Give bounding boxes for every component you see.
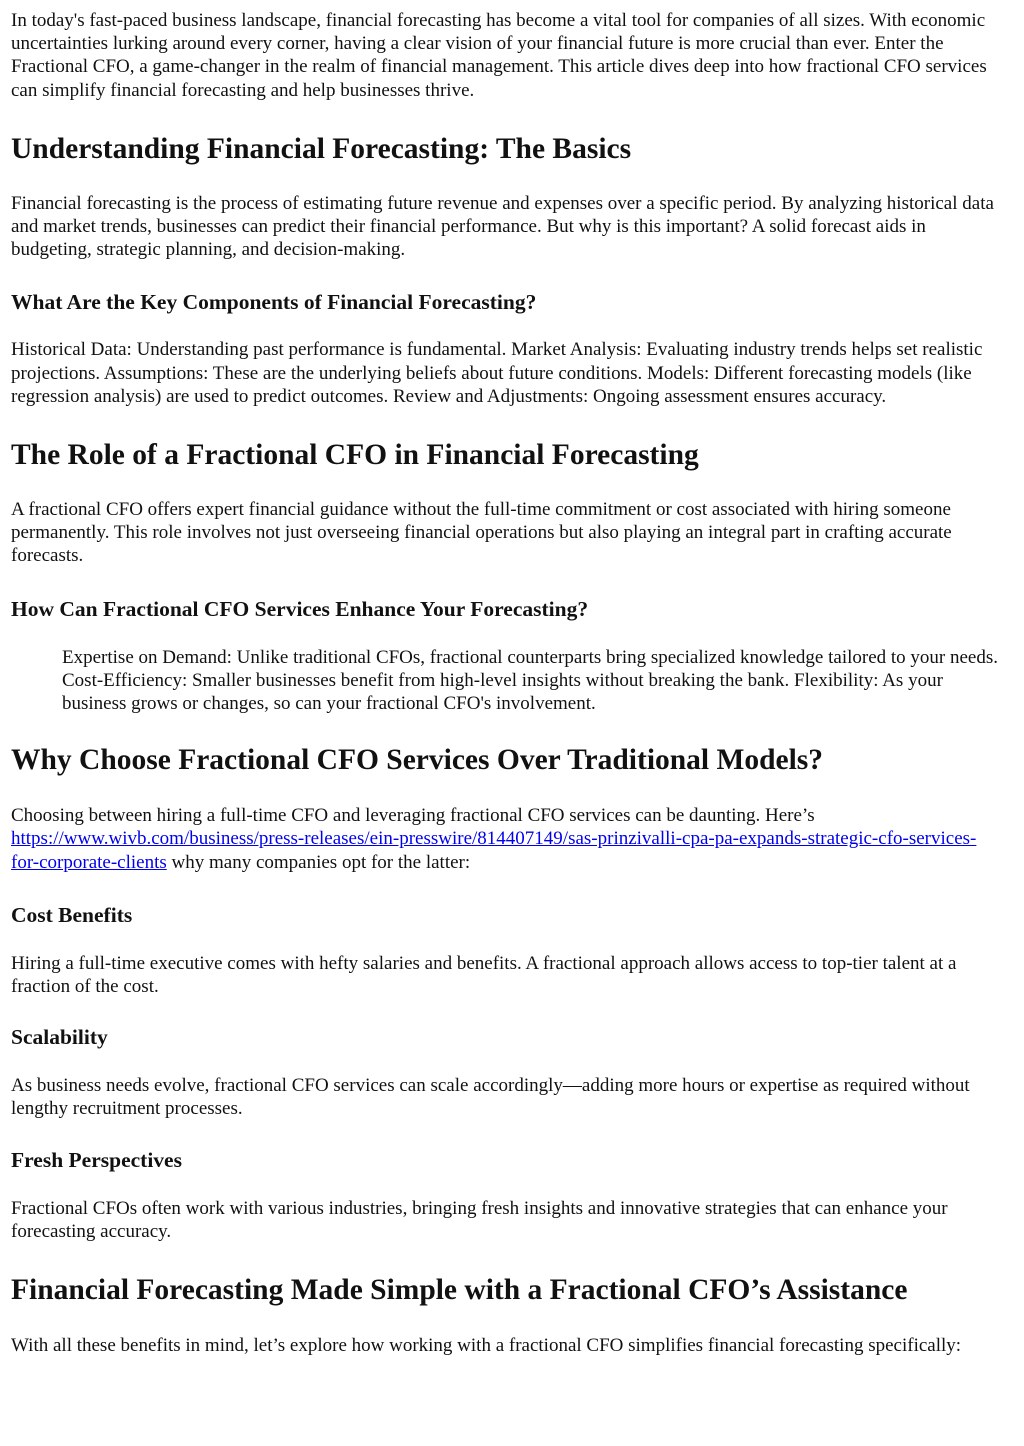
section-body-cost-benefits: Hiring a full-time executive comes with hefty salaries and benefits. A fractional approach allows access to top-tier talent at a fraction of the cost. xyxy=(11,952,957,998)
section-body-why-choose xyxy=(11,804,1004,874)
section-heading-made-simple: Financial Forecasting Made Simple with a Fractional CFO’s Assistance xyxy=(11,1274,908,1307)
intro-paragraph: In today's fast-paced business landscape, financial forecasting has become a vital tool for companies of all sizes. With economic uncertainties lurking around every corner, having a clear vision of your financial future is more crucial than ever. Enter the Fractional CFO, a game-changer in the realm of financial management. This article dives deep into how fractional CFO services can simplify financial forecasting and help businesses thrive. xyxy=(11,10,987,101)
why-text-before-link: Choosing between hiring a full-time CFO and leveraging fractional CFO services can be daunting. Here’s xyxy=(11,805,815,827)
subheading-key-components: What Are the Key Components of Financial Forecasting? xyxy=(11,290,537,315)
section-body-key-components: Historical Data: Understanding past performance is fundamental. Market Analysis: Evaluating industry trends helps set realistic projections. Assumptions: These are the underlying beliefs about future conditions. Models: Different forecasting models (like regression analysis) are used to predict outcomes. Review and Adjustments: Ongoing assessment ensures accuracy. xyxy=(11,339,983,407)
section-heading-basics: Understanding Financial Forecasting: The Basics xyxy=(11,132,632,165)
section-heading-why-choose: Why Choose Fractional CFO Services Over Traditional Models? xyxy=(11,744,824,777)
section-body-made-simple: With all these benefits in mind, let’s explore how working with a fractional CFO simplifies financial forecasting specifically: xyxy=(11,1335,962,1357)
section-body-fresh-perspectives: Fractional CFOs often work with various industries, bringing fresh insights and innovative strategies that can enhance your forecasting accuracy. xyxy=(11,1197,948,1242)
section-heading-role: The Role of a Fractional CFO in Financial Forecasting xyxy=(11,439,699,472)
subheading-fresh-perspectives: Fresh Perspectives xyxy=(11,1147,182,1172)
why-text-after-link: why many companies opt for the latter: xyxy=(166,851,471,873)
subheading-enhance-forecasting: How Can Fractional CFO Services Enhance Your Forecasting? xyxy=(11,596,589,621)
indented-list-enhance: Expertise on Demand: Unlike traditional CFOs, fractional counterparts bring specialized knowledge tailored to your needs. Cost-Efficiency: Smaller businesses benefit from high-level insights without breaking the bank. Flexibility: As your business grows or changes, so can your fractional CFO's involvement. xyxy=(62,646,999,715)
subheading-scalability: Scalability xyxy=(11,1025,108,1050)
press-release-link[interactable]: https://www.wivb.com/business/press-releases/ein-presswire/814407149/sas-prinzivalli-cpa-pa-expands-strategic-cfo-services-for-corporate-clients xyxy=(11,828,977,873)
section-body-role: A fractional CFO offers expert financial guidance without the full-time commitment or cost associated with hiring someone permanently. This role involves not just overseeing financial operations but also playing an integral part in crafting accurate forecasts. xyxy=(11,499,952,567)
section-body-basics: Financial forecasting is the process of estimating future revenue and expenses over a specific period. By analyzing historical data and market trends, businesses can predict their financial performance. But why is this important? A solid forecast aids in budgeting, strategic planning, and decision-making. xyxy=(11,192,994,261)
section-body-scalability: As business needs evolve, fractional CFO services can scale accordingly—adding more hours or expertise as required without lengthy recruitment processes. xyxy=(11,1075,970,1120)
subheading-cost-benefits: Cost Benefits xyxy=(11,902,133,927)
